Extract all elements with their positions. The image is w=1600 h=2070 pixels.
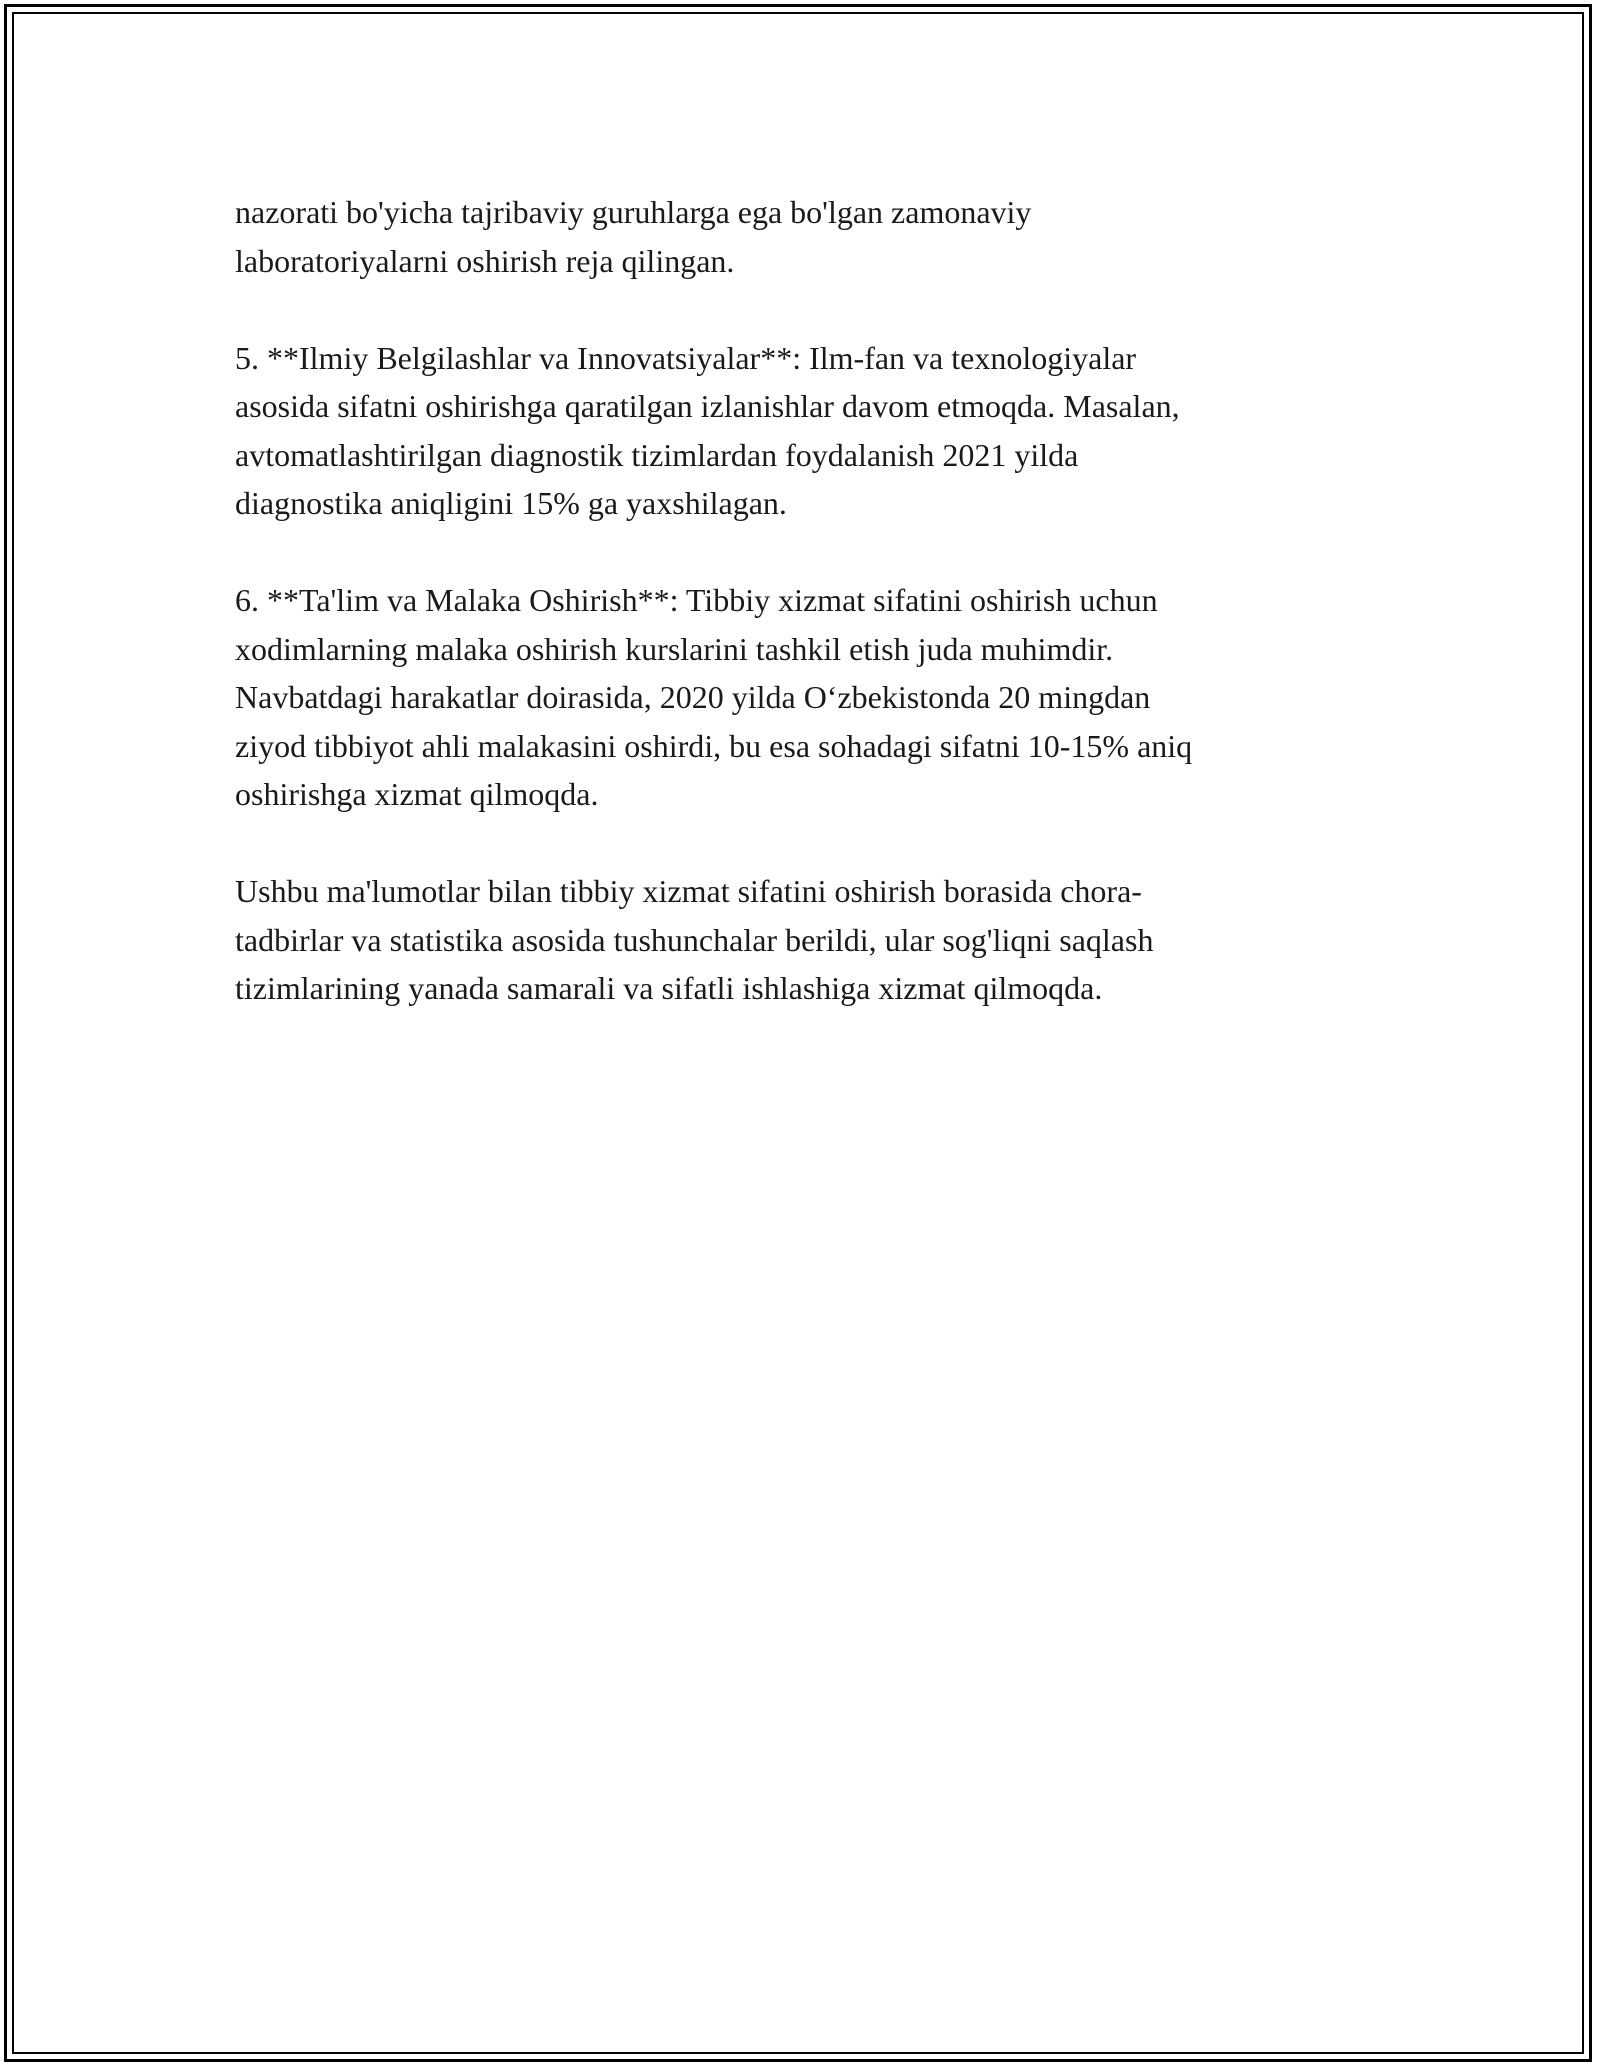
paragraph-item-6: 6. **Ta'lim va Malaka Oshirish**: Tibbiy xizmat sifatini oshirish uchun xodimlarning malaka oshirish kurslarini tashkil etish juda muhimdir. Navbatdagi harakatlar doirasida, 2020 yilda O‘zbekistonda 20 mingdan ziyod tibbiyot ahli malakasini oshirdi, bu esa sohadagi sifatni 10-15% aniq oshirishga xizmat qilmoqda. xyxy=(235,582,1193,812)
document-body xyxy=(235,188,1365,1013)
paragraph-continuation: nazorati bo'yicha tajribaviy guruhlarga ega bo'lgan zamonaviy laboratoriyalarni oshirish reja qilingan. xyxy=(235,194,1032,279)
paragraph-item-5: 5. **Ilmiy Belgilashlar va Innovatsiyalar**: Ilm-fan va texnologiyalar asosida sifatni oshirishga qaratilgan izlanishlar davom etmoqda. Masalan, avtomatlashtirilgan diagnostik tizimlardan foydalanish 2021 yilda diagnostika aniqligini 15% ga yaxshilagan. xyxy=(235,339,1180,521)
paragraph-conclusion: Ushbu ma'lumotlar bilan tibbiy xizmat sifatini oshirish borasida chora- tadbirlar va statistika asosida tushunchalar berildi, ular sog'liqni saqlash tizimlarining yanada samarali va sifatli ishlashiga xizmat qilmoqda. xyxy=(235,873,1154,1006)
